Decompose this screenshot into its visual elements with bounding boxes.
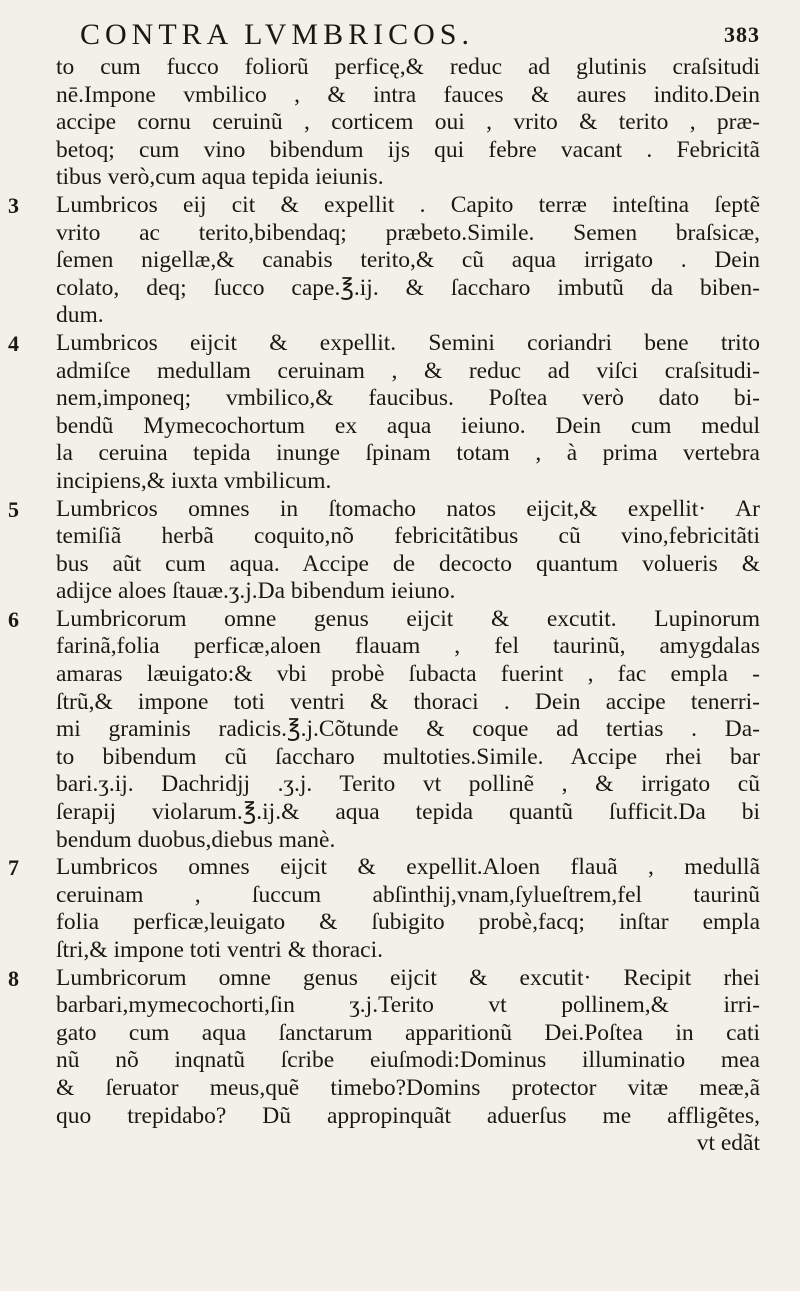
text-line: [56, 358, 760, 386]
recipe-number: 4: [8, 330, 19, 356]
line-text: ſtri,& impone toti ventri & thoraci.: [56, 937, 383, 963]
line-text: Lumbricos omnes eijcit & expellit.Aloen flauã , medullã: [56, 854, 760, 881]
line-text: nē.Impone vmbilico , & intra fauces & aures indito.Dein: [56, 81, 760, 108]
line-text: bendum duobus,diebus manè.: [56, 826, 336, 853]
running-head: CONTRA LVMBRICOS.: [80, 18, 474, 51]
text-line: [8, 854, 760, 882]
text-line: [56, 523, 760, 551]
text-line: [8, 964, 760, 993]
text-line: [56, 1103, 760, 1131]
text-line: [56, 54, 760, 82]
line-text: bari.ʒ.ij. Dachridjj .ʒ.j. Terito vt pollinẽ , & irrigato cũ: [56, 771, 760, 798]
text-line: [56, 1075, 760, 1103]
line-text: quo trepidabo? Dũ appropinquãt aduerſus me affligẽtes,: [56, 1102, 760, 1129]
line-text: to bibendum cũ ſaccharo multoties.Simile. Accipe rhei bar: [56, 743, 760, 770]
line-text: & ſeruator meus,quẽ timebo?Domins protector vitæ meæ,ã: [56, 1074, 760, 1101]
line-text: betoq; cum vino bibendum ijs qui febre vacant . Febricitã: [56, 136, 760, 163]
recipe-number: 3: [8, 192, 19, 218]
text-line: [56, 302, 760, 330]
recipe-number: 8: [8, 965, 19, 991]
text-line: [8, 605, 760, 634]
text-line: [56, 440, 760, 468]
text-line: [56, 413, 760, 441]
line-text: to cum fucco foliorũ perficę,& reduc ad glutinis craſsitudi: [56, 54, 760, 80]
text-line: [56, 578, 760, 606]
line-text: temiſiã herbã coquito,nõ febricitãtibus cũ vino,febricitãti: [56, 523, 760, 550]
line-text: adijce aloes ſtauæ.ʒ.j.Da bibendum ieiuno.: [56, 578, 456, 605]
text-line: [56, 633, 760, 661]
line-text: folia perficæ,leuigato & ſubigito probè,facq; inſtar empla: [56, 909, 760, 936]
text-line: [56, 661, 760, 689]
text-line: [56, 771, 760, 799]
text-line: [56, 385, 760, 413]
text-line: [8, 329, 760, 358]
text-line: [56, 799, 760, 827]
text-line: [56, 247, 760, 275]
text-line: [8, 495, 760, 524]
line-text: vt edãt: [696, 1130, 760, 1157]
text-line: [56, 689, 760, 717]
line-text: ſerapij violarum.℥.ij.& aqua tepida quantũ ſufficit.Da bi: [56, 799, 760, 826]
text-line: [56, 827, 760, 855]
line-text: nũ nõ inqnatũ ſcribe eiuſmodi:Dominus illuminatio mea: [56, 1047, 760, 1074]
line-text: farinã,folia perficæ,aloen flauam , fel taurinũ, amygdalas: [56, 633, 760, 660]
text-line: [56, 1047, 760, 1075]
line-text: barbari,mymecochorti,ſin ʒ.j.Terito vt pollinem,& irri-: [56, 992, 760, 1019]
line-text: Lumbricorum omne genus eijcit & excutit. Lupinorum: [56, 605, 760, 632]
line-text: ſtrũ,& impone toti ventri & thoraci . Dein accipe tenerri-: [56, 688, 760, 715]
line-text: Lumbricorum omne genus eijcit & excutit· Recipit rhei: [56, 964, 760, 991]
line-text: dum.: [56, 302, 104, 329]
text-line: [56, 137, 760, 165]
line-text: Lumbricos eijcit & expellit. Semini coriandri bene trito: [56, 329, 760, 356]
line-text: gato cum aqua ſanctarum apparitionũ Dei.Poſtea in cati: [56, 1019, 760, 1046]
body-text: [8, 54, 760, 1158]
text-line: [56, 882, 760, 910]
line-text: nem,imponeq; vmbilico,& faucibus. Poſtea verò dato bi-: [56, 385, 760, 412]
line-text: ceruinam , ſuccum abſinthij,vnam,ſylueſtrem,fel taurinũ: [56, 881, 760, 908]
recipe-number: 6: [8, 606, 19, 632]
page-number: 383: [724, 22, 760, 47]
recipe-number: 7: [8, 855, 19, 881]
recipe-number: 5: [8, 496, 19, 522]
text-line: [56, 164, 760, 192]
line-text: mi graminis radicis.℥.j.Cõtunde & coque ad tertias . Da-: [56, 716, 760, 743]
text-line: [56, 937, 760, 965]
line-text: accipe cornu ceruinũ , corticem oui , vrito & terito , præ-: [56, 109, 760, 136]
text-line: [56, 220, 760, 248]
line-text: colato, deq; ſucco cape.℥.ij. & ſaccharo imbutũ da biben-: [56, 274, 760, 301]
line-text: la ceruina tepida inunge ſpinam totam , à prima vertebra: [56, 440, 760, 467]
text-line: [56, 716, 760, 744]
line-text: amaras læuigato:& vbi probè ſubacta fuerint , fac empla -: [56, 661, 760, 688]
text-line: [56, 468, 760, 496]
text-line: [56, 275, 760, 303]
line-text: bendũ Mymecochortum ex aqua ieiuno. Dein cum medul: [56, 412, 760, 439]
text-line: [56, 992, 760, 1020]
text-line: [56, 1130, 760, 1158]
line-text: Lumbricos eij cit & expellit . Capito terræ inteſtina ſeptẽ: [56, 191, 760, 218]
text-line: [56, 109, 760, 137]
text-line: [56, 909, 760, 937]
text-line: [8, 191, 760, 220]
line-text: bus aũt cum aqua. Accipe de decocto quantum volueris &: [56, 550, 760, 577]
text-line: [56, 551, 760, 579]
text-line: [56, 82, 760, 110]
line-text: ſemen nigellæ,& canabis terito,& cũ aqua irrigato . Dein: [56, 247, 760, 274]
line-text: tibus verò,cum aqua tepida ieiunis.: [56, 164, 384, 191]
text-line: [56, 744, 760, 772]
text-line: [56, 1020, 760, 1048]
line-text: vrito ac terito,bibendaq; præbeto.Simile. Semen braſsicæ,: [56, 219, 760, 246]
line-text: Lumbricos omnes in ſtomacho natos eijcit,& expellit· Ar: [56, 495, 760, 522]
line-text: admiſce medullam ceruinam , & reduc ad viſci craſsitudi-: [56, 357, 760, 384]
page-header: [56, 10, 760, 54]
line-text: incipiens,& iuxta vmbilicum.: [56, 467, 332, 494]
